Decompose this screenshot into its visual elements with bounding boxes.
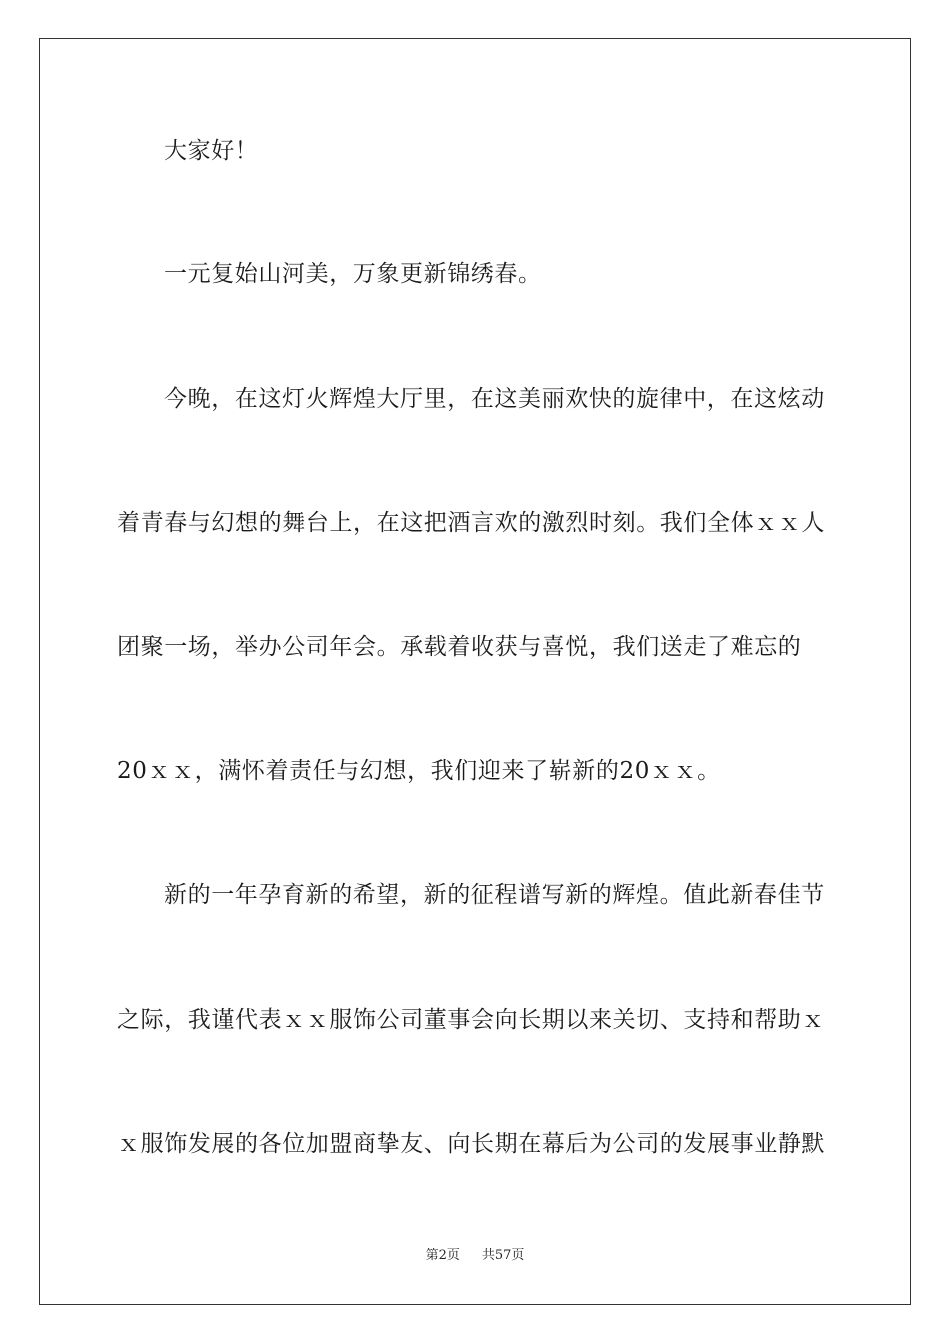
paragraph-line: 今晚，在这灯火辉煌大厅里，在这美丽欢快的旋律中，在这炫动 <box>164 386 825 412</box>
paragraph-line: 新的一年孕育新的希望，新的征程谱写新的辉煌。值此新春佳节 <box>164 882 825 908</box>
paragraph-line: 20ｘｘ，满怀着责任与幻想，我们迎来了崭新的20ｘｘ。 <box>117 758 721 784</box>
greeting-line: 大家好！ <box>164 138 259 164</box>
paragraph-line: 着青春与幻想的舞台上，在这把酒言欢的激烈时刻。我们全体ｘｘ人 <box>117 510 825 536</box>
paragraph-line: ｘ服饰发展的各位加盟商挚友、向长期在幕后为公司的发展事业静默 <box>117 1131 825 1157</box>
page-footer <box>0 1247 950 1265</box>
page-total: 共57页 <box>481 1248 525 1263</box>
page-number: 第2页 <box>425 1248 460 1263</box>
paragraph-line: 团聚一场，举办公司年会。承载着收获与喜悦，我们送走了难忘的 <box>117 634 802 660</box>
paragraph-line: 一元复始山河美，万象更新锦绣春。 <box>164 261 542 287</box>
page-border <box>39 38 911 1305</box>
paragraph-line: 之际，我谨代表ｘｘ服饰公司董事会向长期以来关切、支持和帮助ｘ <box>117 1007 825 1033</box>
